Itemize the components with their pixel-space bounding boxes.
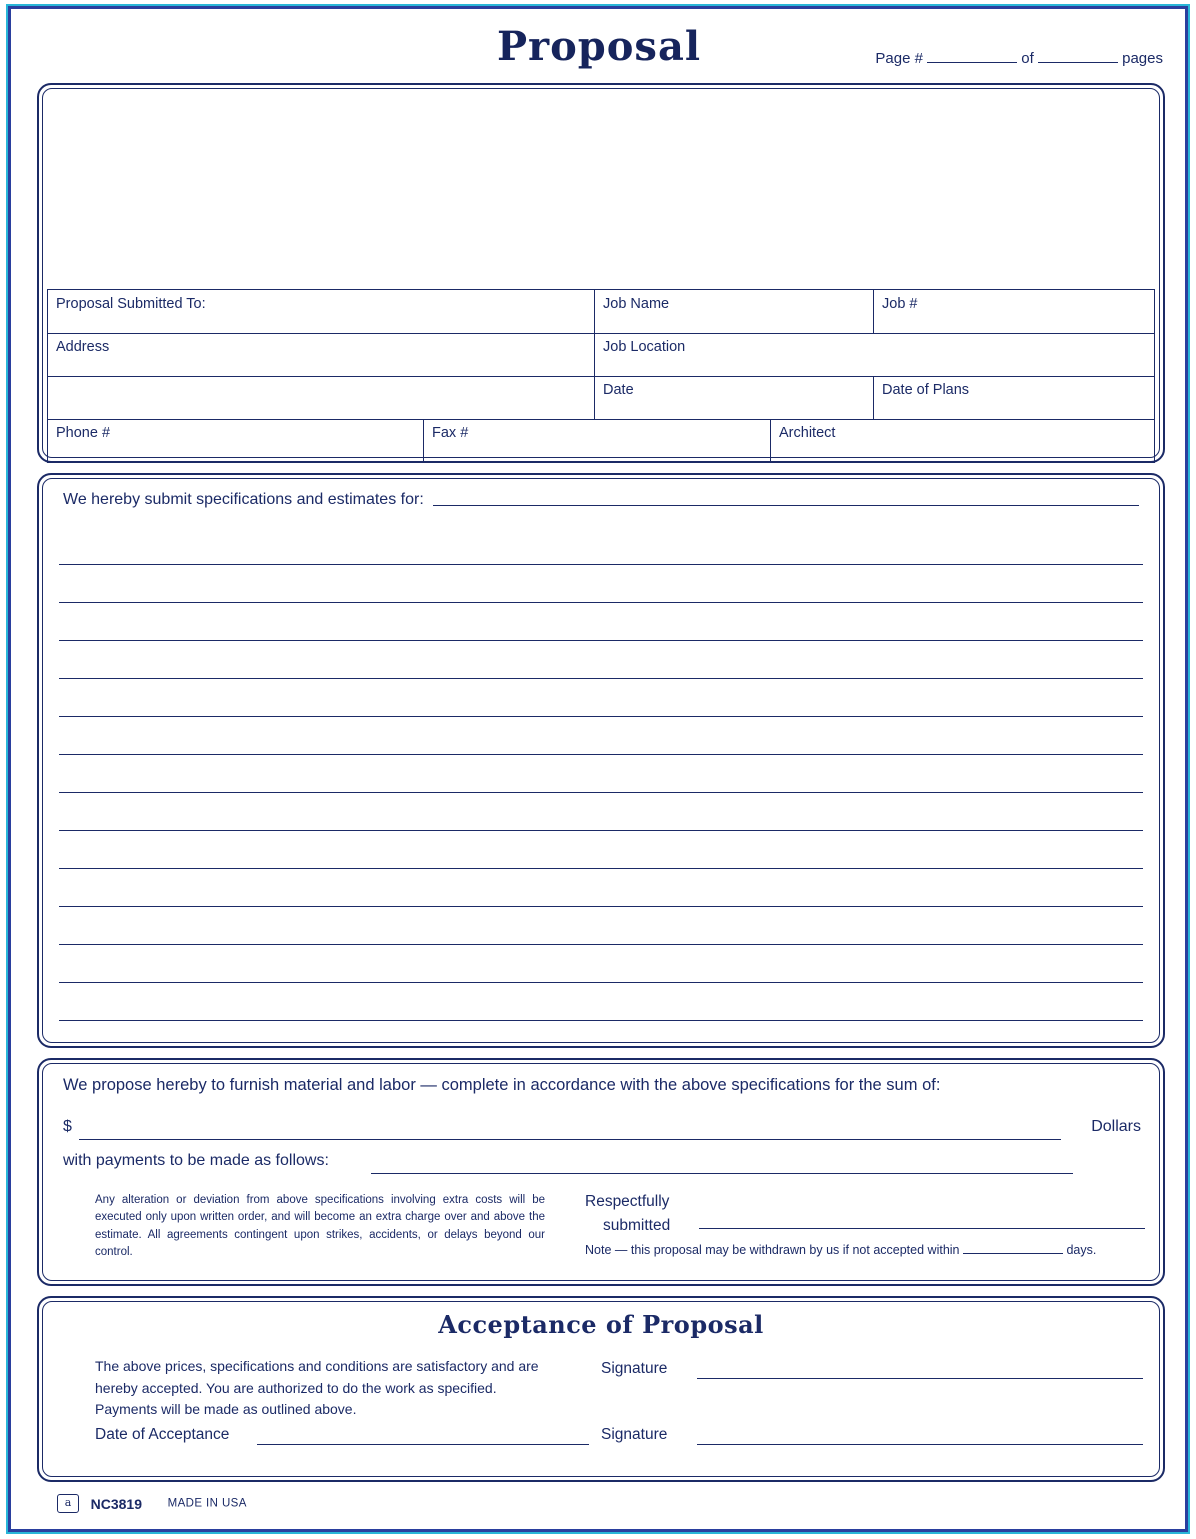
submitted-word: submitted <box>603 1217 671 1235</box>
spec-line[interactable] <box>59 679 1143 717</box>
field-job-name[interactable]: Job Name <box>594 289 874 334</box>
dollars-label: Dollars <box>1091 1118 1141 1135</box>
form-footer <box>37 1494 1165 1524</box>
spec-line[interactable] <box>59 945 1143 983</box>
page-number-blank[interactable] <box>927 49 1017 63</box>
page-border <box>8 6 1188 1532</box>
publisher-logo-icon: a <box>57 1494 79 1513</box>
header-info-panel <box>37 83 1165 463</box>
proposal-form <box>37 21 1165 1521</box>
spec-line[interactable] <box>59 793 1143 831</box>
pages-label: pages <box>1122 50 1163 67</box>
field-fax[interactable]: Fax # <box>423 419 771 463</box>
proposal-sum-panel <box>37 1058 1165 1286</box>
spec-line[interactable] <box>59 755 1143 793</box>
signature-label-1: Signature <box>601 1360 668 1377</box>
withdrawal-days-blank[interactable] <box>963 1242 1063 1254</box>
made-in-usa-label: MADE IN USA <box>167 1497 247 1510</box>
acceptance-panel <box>37 1296 1165 1482</box>
page-total-blank[interactable] <box>1038 49 1118 63</box>
page-number-label: Page # <box>875 50 923 67</box>
field-job-number[interactable]: Job # <box>873 289 1155 334</box>
spec-line[interactable] <box>59 1021 1143 1059</box>
page-title: Proposal <box>496 23 702 70</box>
signature-label-2: Signature <box>601 1426 668 1443</box>
spec-line[interactable] <box>59 907 1143 945</box>
acceptance-body-text: The above prices, specifications and conditions are satisfactory and are hereby accepted. You are authorized to do the work as specified. Payments will be made as outlined above. <box>95 1358 539 1418</box>
alteration-fine-print: Any alteration or deviation from above specifications involving extra costs will be executed only upon written order, and will become an extra charge over and above the estimate. All agreements contingent upon strikes, accidents, or delays beyond our control. <box>95 1194 545 1258</box>
signature-blank-1[interactable] <box>697 1378 1143 1379</box>
specifications-lead-in: We hereby submit specifications and estimates for: <box>63 491 424 508</box>
spec-line[interactable] <box>59 869 1143 907</box>
withdrawal-note-text: Note — this proposal may be withdrawn by us if not accepted within <box>585 1243 960 1257</box>
specifications-panel <box>37 473 1165 1048</box>
info-grid <box>47 289 1155 453</box>
payments-row <box>63 1152 1141 1176</box>
spec-line[interactable] <box>59 527 1143 565</box>
date-of-acceptance-blank[interactable] <box>257 1444 589 1445</box>
field-date[interactable]: Date <box>594 376 874 420</box>
title-row <box>37 21 1165 83</box>
payments-blank[interactable] <box>371 1173 1073 1174</box>
spec-line[interactable] <box>59 565 1143 603</box>
sum-amount-row <box>63 1118 1141 1142</box>
dollar-sign: $ <box>63 1118 72 1135</box>
specifications-first-rule[interactable] <box>433 505 1139 506</box>
field-address-line2[interactable] <box>47 376 595 420</box>
withdrawal-note <box>585 1242 1151 1257</box>
propose-lead-in: We propose hereby to furnish material and labor — complete in accordance with the above specifications for the sum of: <box>63 1076 941 1094</box>
field-proposal-submitted-to[interactable]: Proposal Submitted To: <box>47 289 595 334</box>
specifications-writing-lines[interactable] <box>59 527 1143 1028</box>
spec-line[interactable] <box>59 983 1143 1021</box>
field-job-location[interactable]: Job Location <box>594 333 1155 377</box>
spec-line[interactable] <box>59 641 1143 679</box>
field-architect[interactable]: Architect <box>770 419 1155 463</box>
form-code: NC3819 <box>90 1495 142 1512</box>
field-address[interactable]: Address <box>47 333 595 377</box>
acceptance-title: Acceptance of Proposal <box>438 1310 764 1339</box>
spec-line[interactable] <box>59 831 1143 869</box>
respectfully-word: Respectfully <box>585 1193 670 1210</box>
payments-label: with payments to be made as follows: <box>63 1152 329 1169</box>
page-number-field <box>875 49 1163 67</box>
spec-line[interactable] <box>59 717 1143 755</box>
letterhead-blank-area[interactable] <box>47 93 1155 289</box>
field-phone[interactable]: Phone # <box>47 419 424 463</box>
page-of-label: of <box>1021 50 1034 67</box>
sum-amount-blank[interactable] <box>79 1139 1061 1140</box>
date-of-acceptance-label: Date of Acceptance <box>95 1426 230 1443</box>
field-date-of-plans[interactable]: Date of Plans <box>873 376 1155 420</box>
withdrawal-days-label: days. <box>1066 1243 1097 1257</box>
spec-line[interactable] <box>59 603 1143 641</box>
respectfully-submitted-blank[interactable] <box>699 1228 1145 1229</box>
signature-blank-2[interactable] <box>697 1444 1143 1445</box>
respectfully-submitted-label <box>585 1190 670 1238</box>
